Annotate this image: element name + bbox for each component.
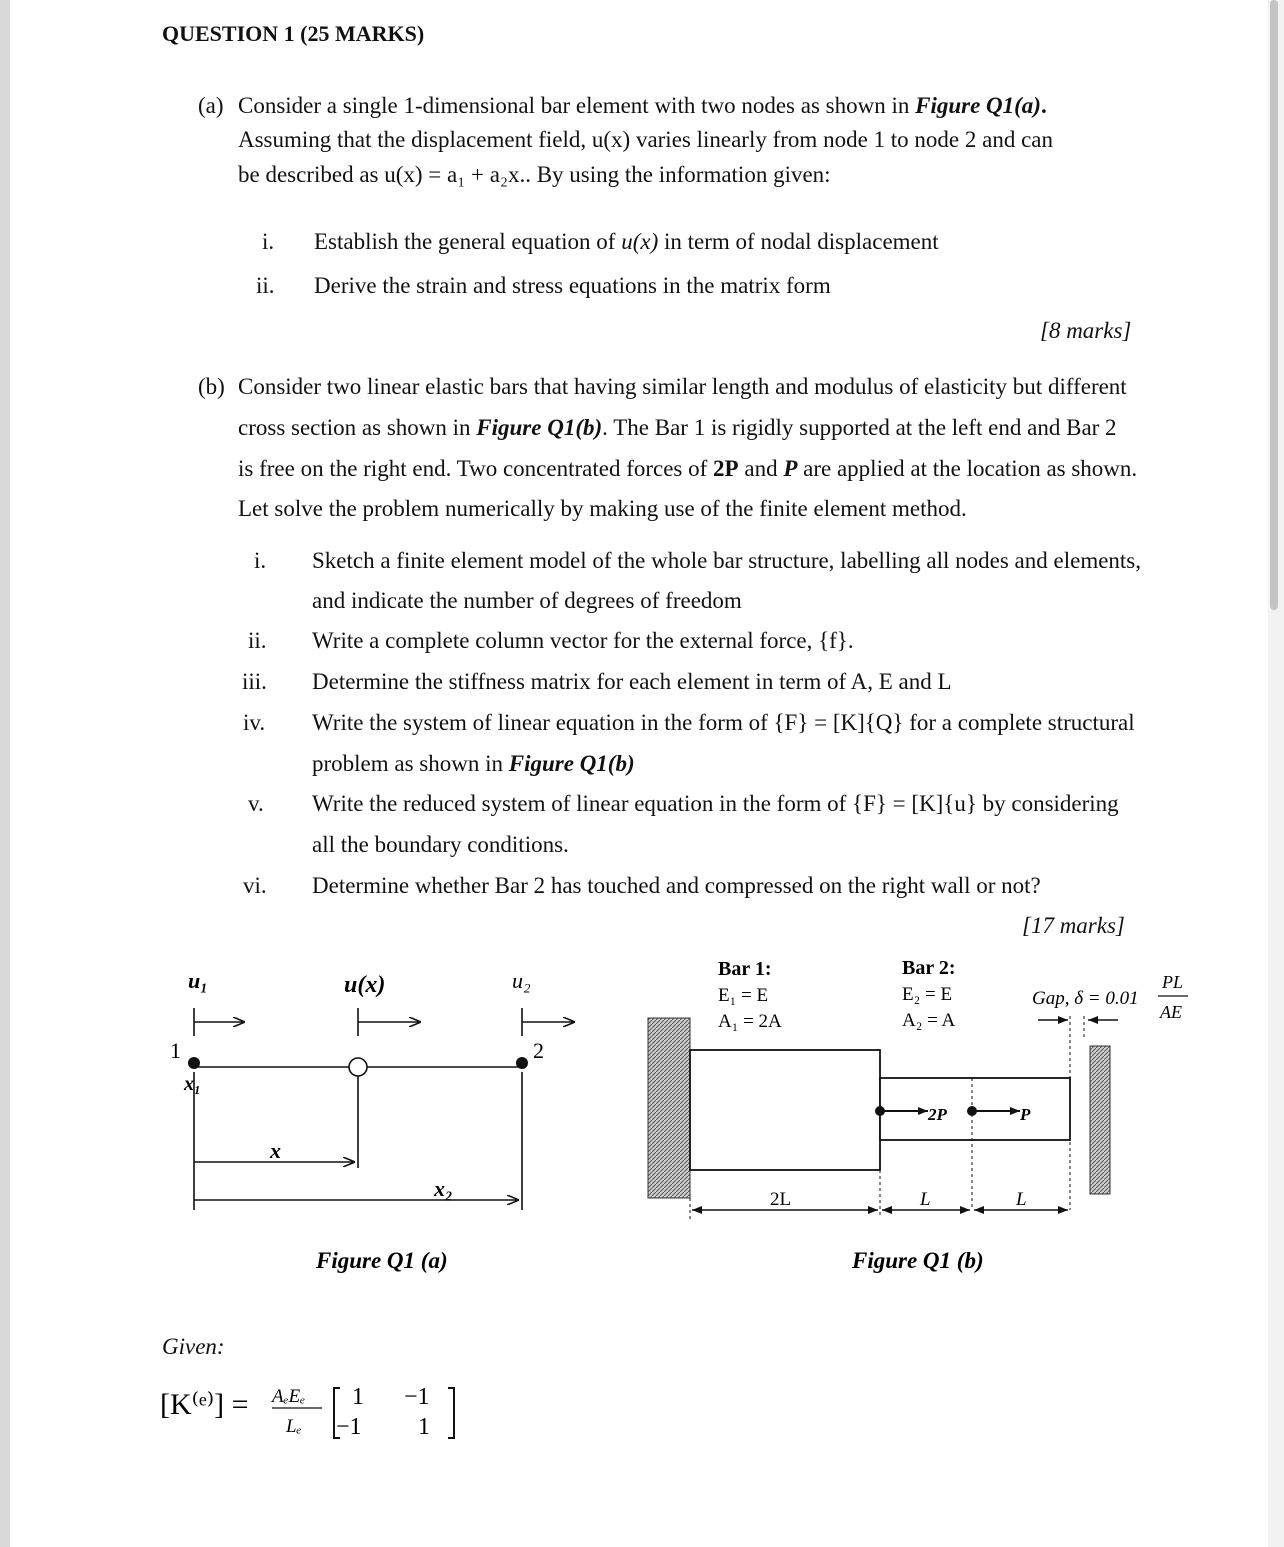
part-a-item-ii: Derive the strain and stress equations in the matrix form [314,273,831,298]
part-b-item-i: Sketch a finite element model of the whole bar structure, labelling all nodes and elements, [312,548,1142,573]
part-b-marks: [17 marks] [1022,913,1125,938]
figure-a-caption: Figure Q1 (a) [316,1248,448,1273]
node-2 [516,1057,528,1069]
gap-denominator: AE [1160,1002,1182,1022]
figure-q1a [0,0,640,1300]
matrix-m21: −1 [336,1414,362,1440]
x-label: x [270,1138,281,1163]
part-a-marks: [8 marks] [1040,318,1132,343]
gap-label: Gap, δ = 0.01 [1032,988,1139,1009]
left-wall [648,1018,690,1198]
right-wall [1090,1046,1110,1194]
node-2-label: 2 [533,1038,544,1063]
part-b-item-v-cont: all the boundary conditions. [312,832,569,857]
node-1-label: 1 [170,1038,181,1063]
dim-2l: 2L [770,1189,792,1210]
scrollbar-thumb[interactable] [1270,0,1278,610]
figure-ref: Figure Q1(b) [476,415,603,440]
matrix-m12: −1 [404,1384,430,1410]
ux-label: u(x) [344,972,386,998]
part-b-item-ii: Write a complete column vector for the external force, {f}. [312,628,854,653]
item-number: ii. [248,628,267,653]
node-midpoint [349,1058,367,1076]
part-b-line3: is free on the right end. Two concentrated forces of 2P and P are applied at the location as shown. [238,456,1138,481]
part-a-line1: Consider a single 1-dimensional bar element with two nodes as shown in Figure Q1(a). [238,93,1047,118]
bar2-title: Bar 2: [902,957,956,979]
dim-l2: L [1016,1189,1027,1210]
item-number: i. [254,548,267,573]
force-2p-label: 2P [928,1105,947,1124]
force-p-label: P [1020,1105,1031,1124]
part-a-line3: be described as u(x) = a₁ + a₂x.. By using the information given: [238,162,831,187]
stiffness-lhs: [K⁽ᵉ⁾] = [160,1388,249,1421]
part-b-item-vi: Determine whether Bar 2 has touched and compressed on the right wall or not? [312,873,1041,898]
item-number: i. [262,229,275,254]
matrix-m22: 1 [418,1414,430,1440]
part-b-item-iv-cont: problem as shown in Figure Q1(b) [312,751,635,776]
matrix-m11: 1 [352,1384,364,1410]
part-b-item-iii: Determine the stiffness matrix for each element in term of A, E and L [312,669,952,694]
part-b-label: (b) [198,374,225,399]
figure-q1b [640,940,1240,1290]
item-number: iii. [242,669,267,694]
bar2-area: A₂ = A [902,1010,956,1031]
x2-label: x₂ [434,1176,453,1201]
question-title: QUESTION 1 (25 MARKS) [162,21,425,46]
bar2-modulus: E₂ = E [902,984,953,1005]
part-b-item-v: Write the reduced system of linear equation in the form of {F} = [K]{u} by considering [312,791,1119,816]
part-b-line1: Consider two linear elastic bars that having similar length and modulus of elasticity but different [238,374,1127,399]
bar-1 [690,1050,880,1170]
stiffness-formula [150,1370,490,1450]
item-number: vi. [243,873,267,898]
item-number: v. [248,791,264,816]
dim-l1: L [920,1189,931,1210]
part-b-item-i-cont: and indicate the number of degrees of freedom [312,588,742,613]
part-b-line4: Let solve the problem numerically by making use of the finite element method. [238,496,967,521]
part-b-line2: cross section as shown in Figure Q1(b). The Bar 1 is rigidly supported at the left end and Bar 2 [238,415,1117,440]
bar1-area: A₁ = 2A [718,1011,782,1032]
figure-b-caption: Figure Q1 (b) [852,1248,984,1273]
u2-label: u₂ [512,968,531,993]
coefficient-denominator: Lₑ [286,1416,302,1437]
part-a-line2: Assuming that the displacement field, u(x) varies linearly from node 1 to node 2 and can [238,127,1053,152]
u1-label: u₁ [188,968,208,993]
coefficient-numerator: AₑEₑ [272,1386,306,1407]
item-number: ii. [256,273,275,298]
part-b-item-iv: Write the system of linear equation in the form of {F} = [K]{Q} for a complete structural [312,710,1135,735]
gap-numerator: PL [1162,972,1184,992]
part-a-item-i: Establish the general equation of u(x) in term of nodal displacement [314,229,939,254]
bar1-title: Bar 1: [718,958,772,980]
x1-label: x₁ [184,1073,201,1095]
figure-ref: Figure Q1(a) [915,93,1041,118]
item-number: iv. [243,710,266,735]
node-1 [188,1057,200,1069]
given-label: Given: [162,1334,225,1359]
part-a-label: (a) [198,93,224,118]
bar1-modulus: E₁ = E [718,985,769,1006]
